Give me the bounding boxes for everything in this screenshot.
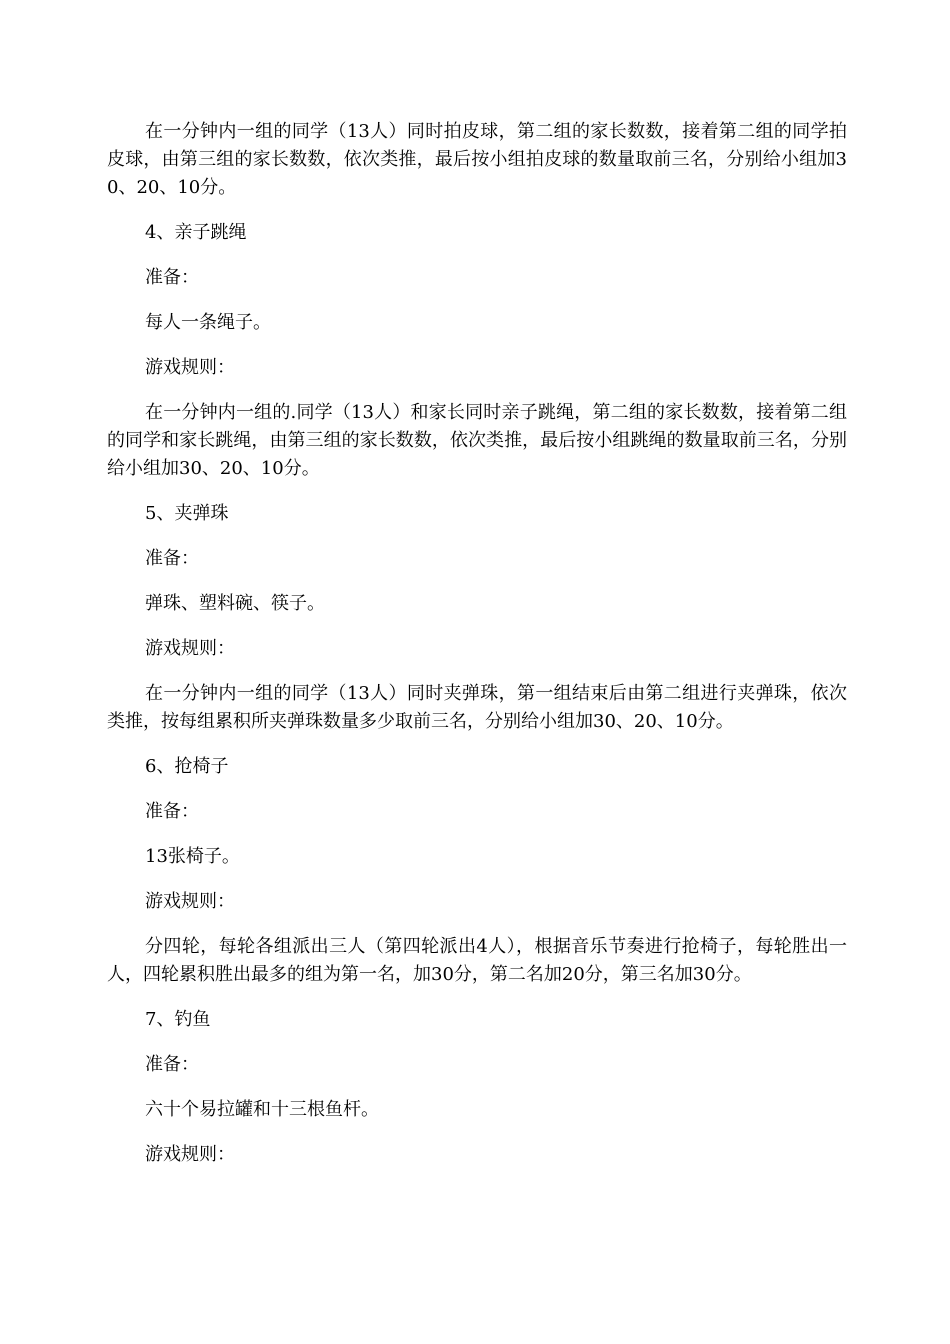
label-preparation: 准备： bbox=[145, 267, 199, 288]
heading-musical-chairs: 6、抢椅子 bbox=[145, 756, 229, 777]
heading-fishing: 7、钓鱼 bbox=[145, 1009, 211, 1030]
heading-parent-child-jump-rope: 4、亲子跳绳 bbox=[145, 222, 247, 243]
label-game-rules: 游戏规则： bbox=[145, 357, 235, 378]
label-preparation: 准备： bbox=[145, 801, 199, 822]
label-preparation: 准备： bbox=[145, 548, 199, 569]
heading-pick-marbles: 5、夹弹珠 bbox=[145, 503, 229, 524]
document-body bbox=[107, 118, 847, 1186]
label-game-rules: 游戏规则： bbox=[145, 638, 235, 659]
paragraph-rules-jump-rope: 在一分钟内一组的.同学（13人）和家长同时亲子跳绳，第二组的家长数数，接着第二组的同学和家长跳绳，由第三组的家长数数，依次类推，最后按小组跳绳的数量取前三名，分别给小组加30、20、10分。 bbox=[107, 402, 847, 479]
paragraph-rules-pat-ball: 在一分钟内一组的同学（13人）同时拍皮球，第二组的家长数数，接着第二组的同学拍皮球，由第三组的家长数数，依次类推，最后按小组拍皮球的数量取前三名，分别给小组加30、20、10分。 bbox=[107, 121, 847, 198]
paragraph-prep-chairs: 13张椅子。 bbox=[145, 846, 240, 867]
paragraph-prep-fishing: 六十个易拉罐和十三根鱼杆。 bbox=[145, 1099, 379, 1120]
paragraph-rules-marbles: 在一分钟内一组的同学（13人）同时夹弹珠，第一组结束后由第二组进行夹弹珠，依次类推，按每组累积所夹弹珠数量多少取前三名，分别给小组加30、20、10分。 bbox=[107, 683, 847, 732]
paragraph-rules-chairs: 分四轮，每轮各组派出三人（第四轮派出4人），根据音乐节奏进行抢椅子，每轮胜出一人，四轮累积胜出最多的组为第一名，加30分，第二名加20分，第三名加30分。 bbox=[107, 936, 847, 985]
paragraph-prep-marbles: 弹珠、塑料碗、筷子。 bbox=[145, 593, 325, 614]
label-preparation: 准备： bbox=[145, 1054, 199, 1075]
label-game-rules: 游戏规则： bbox=[145, 891, 235, 912]
label-game-rules: 游戏规则： bbox=[145, 1144, 235, 1165]
paragraph-prep-jump-rope: 每人一条绳子。 bbox=[145, 312, 271, 333]
